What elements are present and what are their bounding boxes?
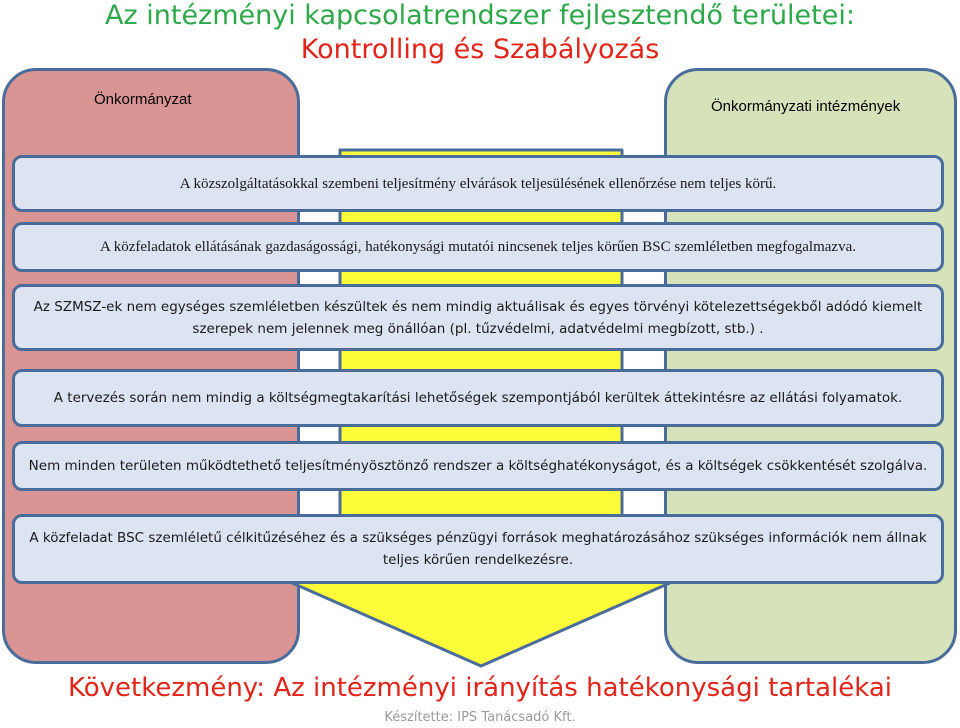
issue-text: A tervezés során nem mindig a költségmegtakarítási lehetőségek szempontjából kerültek áttekintésre az ellátási folyamatok. (53, 390, 903, 406)
consequence-heading: Következmény: Az intézményi irányítás hatékonysági tartalékai (67, 673, 892, 703)
issue-box-1 (12, 155, 944, 212)
issue-box-3 (12, 284, 944, 351)
author-credit: Készítette: IPS Tanácsadó Kft. (384, 710, 576, 725)
title-line-1: Az intézményi kapcsolatrendszer fejlesztendő területei: (105, 0, 855, 31)
title-line-2: Kontrolling és Szabályozás (300, 34, 660, 65)
issue-text: Nem minden területen működtethető teljesítményösztönző rendszer a költséghatékonyságot, és a költségek csökkentését szolgálva. (28, 458, 928, 474)
column-label-right: Önkormányzati intézmények (711, 98, 901, 115)
issue-text: A közfeladatok ellátásának gazdaságossági, hatékonysági mutatói nincsenek teljes körűen BSC szemléletben megfogalmazva. (99, 239, 856, 255)
issue-text: A közfeladat BSC szemléletű célkitűzéséhez és a szükséges pénzügyi források meghatározásához szükséges információk nem állnak teljes körűen rendelkezésre. (29, 530, 927, 568)
issue-box-5 (12, 441, 944, 491)
column-label-left: Önkormányzat (94, 91, 192, 108)
issue-box-6 (12, 514, 944, 584)
issue-text: A közszolgáltatásokkal szembeni teljesítmény elvárások teljesülésének ellenőrzése nem teljes körű. (179, 175, 777, 192)
issue-text: Az SZMSZ-ek nem egységes szemléletben készültek és nem mindig aktuálisak és egyes törvényi kötelezettségekből adódó kiemelt szerepek nem jelennek meg önállóan (pl. tűzvédelmi, adatvédelmi megbízott, stb.) . (33, 298, 923, 337)
issue-box-2 (12, 222, 944, 272)
issue-box-4 (12, 369, 944, 427)
